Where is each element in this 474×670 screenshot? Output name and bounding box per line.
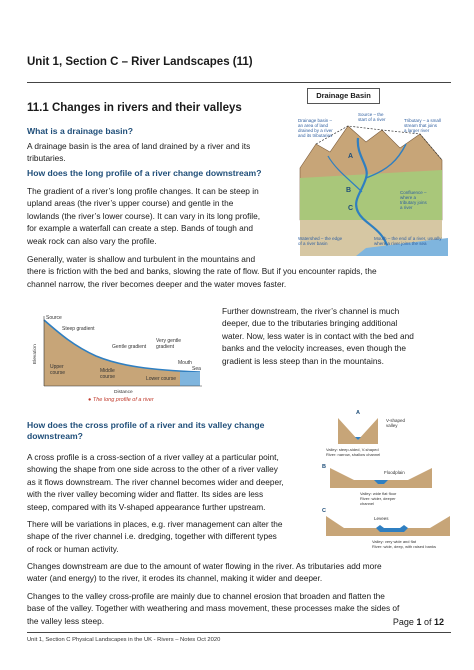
text-line: Further downstream, the river’s channel is much	[222, 306, 400, 316]
c-caption: Valley: very wide and flat River: wide, deep, with raised banks	[372, 539, 437, 549]
long-profile-paragraph-1	[27, 185, 302, 247]
drainage-paragraph	[27, 140, 297, 165]
cross-profile-heading	[27, 420, 317, 442]
caption-bullet-icon: ●	[88, 397, 93, 403]
text-line: A cross profile is a cross-section of a river valley at a particular point,	[27, 452, 279, 462]
text-line: Generally, water is shallow and turbulent in the mountains and	[27, 254, 256, 264]
basin-label: Drainage basin – an area of land drained by a river and its tributaries	[298, 118, 333, 138]
mouth-label: Mouth	[178, 360, 192, 366]
mouth-label: Mouth – the end of a river, usually where a river joins the sea	[374, 236, 442, 246]
elevation-label: Elevation	[33, 344, 38, 364]
levees-label: Levees	[374, 516, 389, 521]
distance-label: Distance	[114, 390, 133, 394]
heading-line: How does the cross profile of a river and its valley change	[27, 420, 265, 430]
text-line: gradient is less steep than in the mountains.	[222, 355, 384, 366]
cross-profile-paragraph-3	[27, 560, 457, 585]
profile-sea	[180, 372, 200, 386]
text-line: for example a waterfall can create a step. Bands of tough and	[27, 223, 253, 234]
wide-river	[376, 525, 408, 532]
cross-profile-diagram	[320, 408, 454, 556]
very-gentle-label: Very gentle gradient	[156, 338, 182, 350]
header-rule	[27, 82, 451, 83]
letter-c: C	[348, 205, 354, 212]
steep-gradient-label: Steep gradient	[62, 326, 95, 332]
text-line: water. Now, less water is in contact with the bed and	[222, 330, 414, 341]
long-profile-paragraph-3	[222, 305, 442, 367]
letter-b: B	[346, 187, 352, 194]
floodplain-valley-shape	[330, 468, 432, 488]
long-profile-caption: ● The long profile of a river	[88, 397, 154, 403]
footer-text: Unit 1, Section C Physical Landscapes in the UK - Rivers – Notes Oct 2020	[27, 637, 221, 643]
drainage-heading: What is a drainage basin?	[27, 126, 134, 136]
floodplain-label: Floodplain	[384, 470, 405, 475]
section-title: 11.1 Changes in rivers and their valleys	[27, 102, 242, 114]
source-label: Source – the	[358, 112, 384, 117]
long-profile-paragraph-2	[27, 253, 457, 290]
text-line: there is friction with the bed and banks, slowing the rate of flow. But if you encounter rapids, the	[27, 266, 377, 277]
text-line: water (and energy) to the river, it erodes its channel, making it wider and deeper.	[27, 573, 323, 584]
text-line: the valley less steep.	[27, 615, 105, 626]
source-label-2: start of a river	[358, 117, 386, 122]
text-line: tributaries.	[27, 153, 66, 164]
confluence-label: Confluence – where a tributary joins a river	[400, 190, 427, 210]
unit-title: Unit 1, Section C – River Landscapes (11)	[27, 56, 253, 68]
upper-course-label: Upper course	[50, 364, 66, 376]
middle-course-label: Middle course	[100, 368, 116, 380]
b-caption: Valley: wide flat floor River: wider, deeper channel	[360, 491, 397, 506]
text-line: with the river valley becoming wider and flatter. Its sides are less	[27, 489, 264, 500]
gentle-gradient-label: Gentle gradient	[112, 344, 147, 350]
v-label: V-shaped valley	[386, 418, 406, 428]
footer-rule	[27, 632, 451, 633]
source-label: Source	[46, 315, 62, 321]
text-line: as it flows downstream. The river channel becomes wider and deeper,	[27, 476, 284, 487]
v-valley-shape	[338, 418, 378, 444]
text-line: lowlands (the river’s lower course). It can vary in its long profile,	[27, 210, 261, 221]
sea-label: Sea	[192, 366, 201, 372]
lower-course-label: Lower course	[146, 376, 177, 382]
text-line: A drainage basin is the area of land drained by a river and its	[27, 141, 251, 151]
long-profile-heading: How does the long profile of a river change downstream?	[27, 168, 262, 178]
a-caption: Valley: steep-sided, V-shaped River: narrow, shallow channel	[326, 447, 381, 457]
text-line: of rock or human activity.	[27, 543, 119, 554]
cross-profile-paragraph-2	[27, 518, 317, 555]
text-line: weak rock can also vary the profile.	[27, 235, 157, 246]
drainage-basin-label: Drainage Basin	[307, 88, 380, 104]
text-line: Changes to the valley cross-profile are mainly due to channel erosion that broaden and flatten the	[27, 591, 385, 601]
page-number: Page 1 of 12	[392, 617, 444, 627]
text-line: showing the shape from one side across to the other of a river valley	[27, 464, 278, 475]
text-line: shape of the river channel i.e. dredging, together with different types	[27, 531, 277, 542]
long-profile-diagram	[30, 312, 210, 394]
cross-profile-paragraph-1	[27, 451, 317, 513]
text-line: deeper, due to the tributaries bringing additional	[222, 318, 398, 329]
text-line: base of the valley. Together with weathering and mass movement, these processes make the sides of	[27, 603, 400, 614]
profile-b-letter: B	[322, 464, 326, 470]
text-line: steep, compared with its V-shaped appearance further upstream.	[27, 501, 266, 512]
profile-c-letter: C	[322, 508, 326, 514]
letter-a: A	[348, 153, 354, 160]
tributary-label: Tributary – a small stream that joins a larger river	[404, 118, 441, 133]
text-line: Changes downstream are due to the amount of water flowing in the river. As tributaries add more	[27, 561, 382, 571]
text-line: banks and the velocity increases, even though the	[222, 343, 407, 354]
lowland-shape	[300, 170, 442, 220]
text-line: upland areas (the river’s upper course) and gentle in the	[27, 198, 234, 209]
profile-a-letter: A	[356, 410, 360, 416]
watershed-label: Watershed – the edge of a river basin	[298, 236, 343, 246]
text-line: channel narrow, the river becomes deeper and the water moves faster.	[27, 278, 287, 289]
drainage-basin-diagram	[296, 108, 448, 256]
text-line: The gradient of a river’s long profile changes. It can be steep in	[27, 186, 259, 196]
text-line: There will be variations in places, e.g. river management can alter the	[27, 519, 283, 529]
heading-line: downstream?	[27, 431, 83, 441]
